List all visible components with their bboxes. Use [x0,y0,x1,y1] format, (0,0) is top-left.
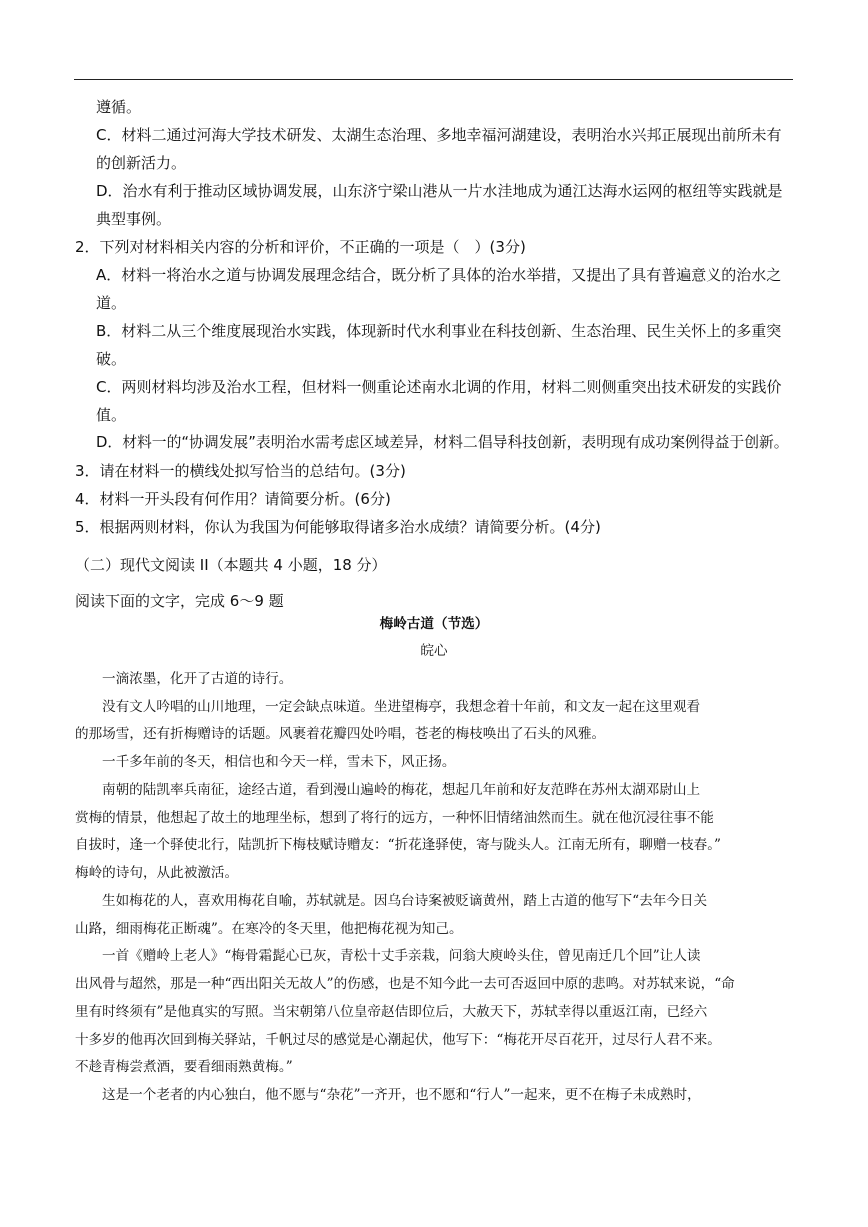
article-line: 不趁青梅尝煮酒，要看细雨熟黄梅。” [75,1059,293,1075]
article-paragraph: 生如梅花的人，喜欢用梅花自喻，苏轼就是。因乌台诗案被贬谪黄州，踏上古道的他写下“去年今日关 [102,893,708,909]
header-rule [74,79,793,80]
article-paragraph: 这是一个老者的内心独白，他不愿与“杂花”一齐开，也不愿和“行人”一起来，更不在梅子未成熟时， [102,1087,701,1103]
question-2-stem: 2．下列对材料相关内容的分析和评价，不正确的一项是（ ）(3分) [75,238,526,256]
question-3: 3．请在材料一的横线处拟写恰当的总结句。(3分) [75,462,406,480]
article-paragraph: 南朝的陆凯率兵南征，途经古道，看到漫山遍岭的梅花，想起几年前和好友范晔在苏州太湖邓尉山上 [102,782,701,798]
article-author: 皖心 [420,643,448,659]
article-paragraph: 一千多年前的冬天，相信也和今天一样，雪未下，风正扬。 [102,754,456,770]
article-line: 的那场雪，还有折梅赠诗的话题。风裹着花瓣四处吟唱，苍老的梅枝唤出了石头的风雅。 [75,726,606,742]
question-line: 道。 [96,294,127,312]
article-paragraph: 一首《赠岭上老人》“梅骨霜髭心已灰，青松十丈手亲栽，问翁大庾岭头住，曾见南迁几个回”让人读 [102,948,701,964]
article-paragraph: 一滴浓墨，化开了古道的诗行。 [102,671,293,687]
question-line: 的创新活力。 [96,154,187,172]
option-c-line: C．两则材料均涉及治水工程，但材料一侧重论述南水北调的作用，材料二则侧重突出技术研发的实践价 [96,378,782,396]
section-heading: （二）现代文阅读 II（本题共 4 小题，18 分） [75,556,387,574]
article-line: 自拔时，逢一个驿使北行，陆凯折下梅枝赋诗赠友：“折花逢驿使，寄与陇头人。江南无所有，聊赠一枝春。” [75,837,722,853]
question-line: 破。 [96,350,127,368]
option-c-line: C．材料二通过河海大学技术研发、太湖生态治理、多地幸福河湖建设，表明治水兴邦正展现出前所未有 [96,126,782,144]
article-line: 出风骨与超然，那是一种“西出阳关无故人”的伤感，也是不知今此一去可否返回中原的悲鸣。对苏轼来说，“命 [75,976,735,992]
option-d-line: D．材料一的“协调发展”表明治水需考虑区域差异，材料二倡导科技创新，表明现有成功案例得益于创新。 [96,434,789,451]
article-line: 赏梅的情景，他想起了故土的地理坐标，想到了将行的远方，一种怀旧情绪油然而生。就在他沉浸往事不能 [75,810,714,826]
article-line: 十多岁的他再次回到梅关驿站，千帆过尽的感觉是心潮起伏，他写下：“梅花开尽百花开，过尽行人君不来。 [75,1032,721,1048]
question-line: 典型事例。 [96,210,172,228]
question-line: 值。 [96,406,127,424]
article-line: 山路，细雨梅花正断魂”。在寒冷的冬天里，他把梅花视为知己。 [75,921,463,937]
question-line: 遵循。 [96,98,142,116]
reading-instruction: 阅读下面的文字，完成 6～9 题 [75,592,284,610]
question-4: 4．材料一开头段有何作用？请简要分析。(6分) [75,490,391,508]
article-line: 里有时终须有”是他真实的写照。当宋朝第八位皇帝赵佶即位后，大赦天下，苏轼幸得以重返江南，已经六 [75,1004,708,1020]
article-paragraph: 没有文人吟唱的山川地理，一定会缺点味道。坐进望梅亭，我想念着十年前，和文友一起在这里观看 [102,699,701,715]
question-5: 5．根据两则材料，你认为我国为何能够取得诸多治水成绩？请简要分析。(4分) [75,518,601,536]
option-a-line: A．材料一将治水之道与协调发展理念结合，既分析了具体的治水举措，又提出了具有普遍意义的治水之 [96,266,782,284]
option-b-line: B．材料二从三个维度展现治水实践，体现新时代水利事业在科技创新、生态治理、民生关怀上的多重突 [96,322,782,340]
article-title: 梅岭古道（节选） [379,616,489,632]
article-line: 梅岭的诗句，从此被激活。 [75,865,239,881]
option-d-line: D．治水有利于推动区域协调发展，山东济宁梁山港从一片水洼地成为通江达海水运网的枢纽等实践就是 [96,182,783,200]
